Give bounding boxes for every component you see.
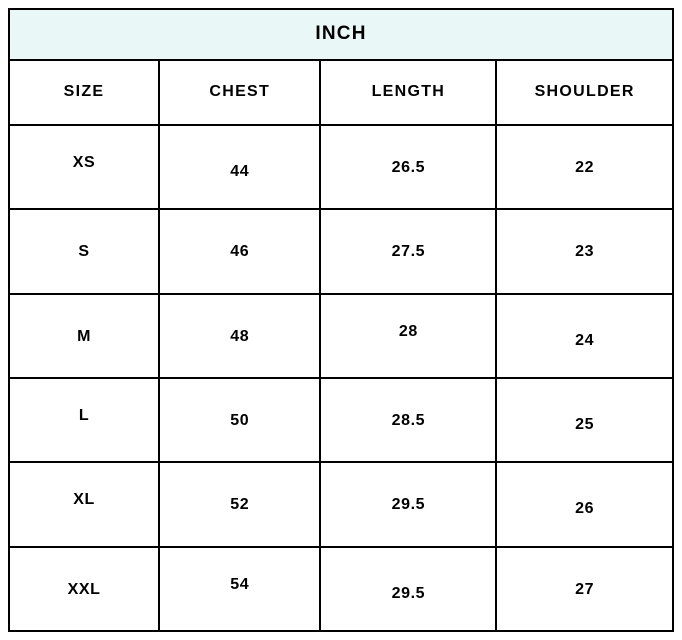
cell-shoulder [496, 125, 673, 209]
cell-chest [159, 125, 320, 209]
cell-chest [159, 378, 320, 462]
cell-chest-value: 48 [230, 327, 250, 345]
size-chart-table [8, 8, 674, 632]
cell-length [320, 294, 496, 378]
cell-chest-value: 46 [230, 243, 250, 261]
cell-length [320, 209, 496, 293]
cell-length [320, 462, 496, 546]
cell-size [9, 209, 159, 293]
cell-chest [159, 294, 320, 378]
cell-chest-value: 50 [230, 412, 250, 430]
cell-size-value: XL [73, 491, 95, 509]
cell-size-value: XXL [67, 580, 101, 598]
cell-size-value: L [78, 407, 90, 425]
table-row [9, 125, 673, 209]
cell-length-value: 26.5 [391, 159, 426, 177]
cell-shoulder [496, 462, 673, 546]
cell-size-value: M [77, 327, 91, 345]
table-row [9, 378, 673, 462]
column-header-chest: CHEST [159, 60, 320, 125]
cell-shoulder [496, 294, 673, 378]
cell-chest [159, 547, 320, 631]
cell-chest-value: 44 [230, 163, 250, 181]
column-header-shoulder: SHOULDER [496, 60, 673, 125]
cell-length-value: 29.5 [391, 584, 426, 602]
chart-title: INCH [9, 9, 673, 60]
table-row [9, 209, 673, 293]
cell-size [9, 547, 159, 631]
table-row [9, 294, 673, 378]
cell-shoulder [496, 378, 673, 462]
cell-length [320, 547, 496, 631]
cell-shoulder [496, 547, 673, 631]
cell-shoulder-value: 27 [575, 580, 595, 598]
cell-length-value: 28.5 [391, 412, 426, 430]
cell-size [9, 378, 159, 462]
cell-chest [159, 209, 320, 293]
cell-shoulder-value: 24 [575, 331, 595, 349]
cell-size [9, 125, 159, 209]
cell-length [320, 378, 496, 462]
cell-chest-value: 54 [230, 575, 250, 593]
cell-length-value: 28 [398, 322, 418, 340]
title-row [9, 9, 673, 60]
column-header-size: SIZE [9, 60, 159, 125]
cell-shoulder-value: 22 [575, 159, 595, 177]
cell-chest-value: 52 [230, 496, 250, 514]
cell-shoulder [496, 209, 673, 293]
cell-length [320, 125, 496, 209]
cell-size-value: XS [72, 154, 96, 172]
table-row [9, 547, 673, 631]
cell-length-value: 27.5 [391, 243, 426, 261]
cell-shoulder-value: 26 [575, 500, 595, 518]
cell-shoulder-value: 23 [575, 243, 595, 261]
cell-shoulder-value: 25 [575, 416, 595, 434]
column-header-length: LENGTH [320, 60, 496, 125]
cell-size [9, 462, 159, 546]
table-row [9, 462, 673, 546]
cell-chest [159, 462, 320, 546]
cell-length-value: 29.5 [391, 496, 426, 514]
cell-size-value: S [78, 243, 90, 261]
cell-size [9, 294, 159, 378]
column-header-row [9, 60, 673, 125]
